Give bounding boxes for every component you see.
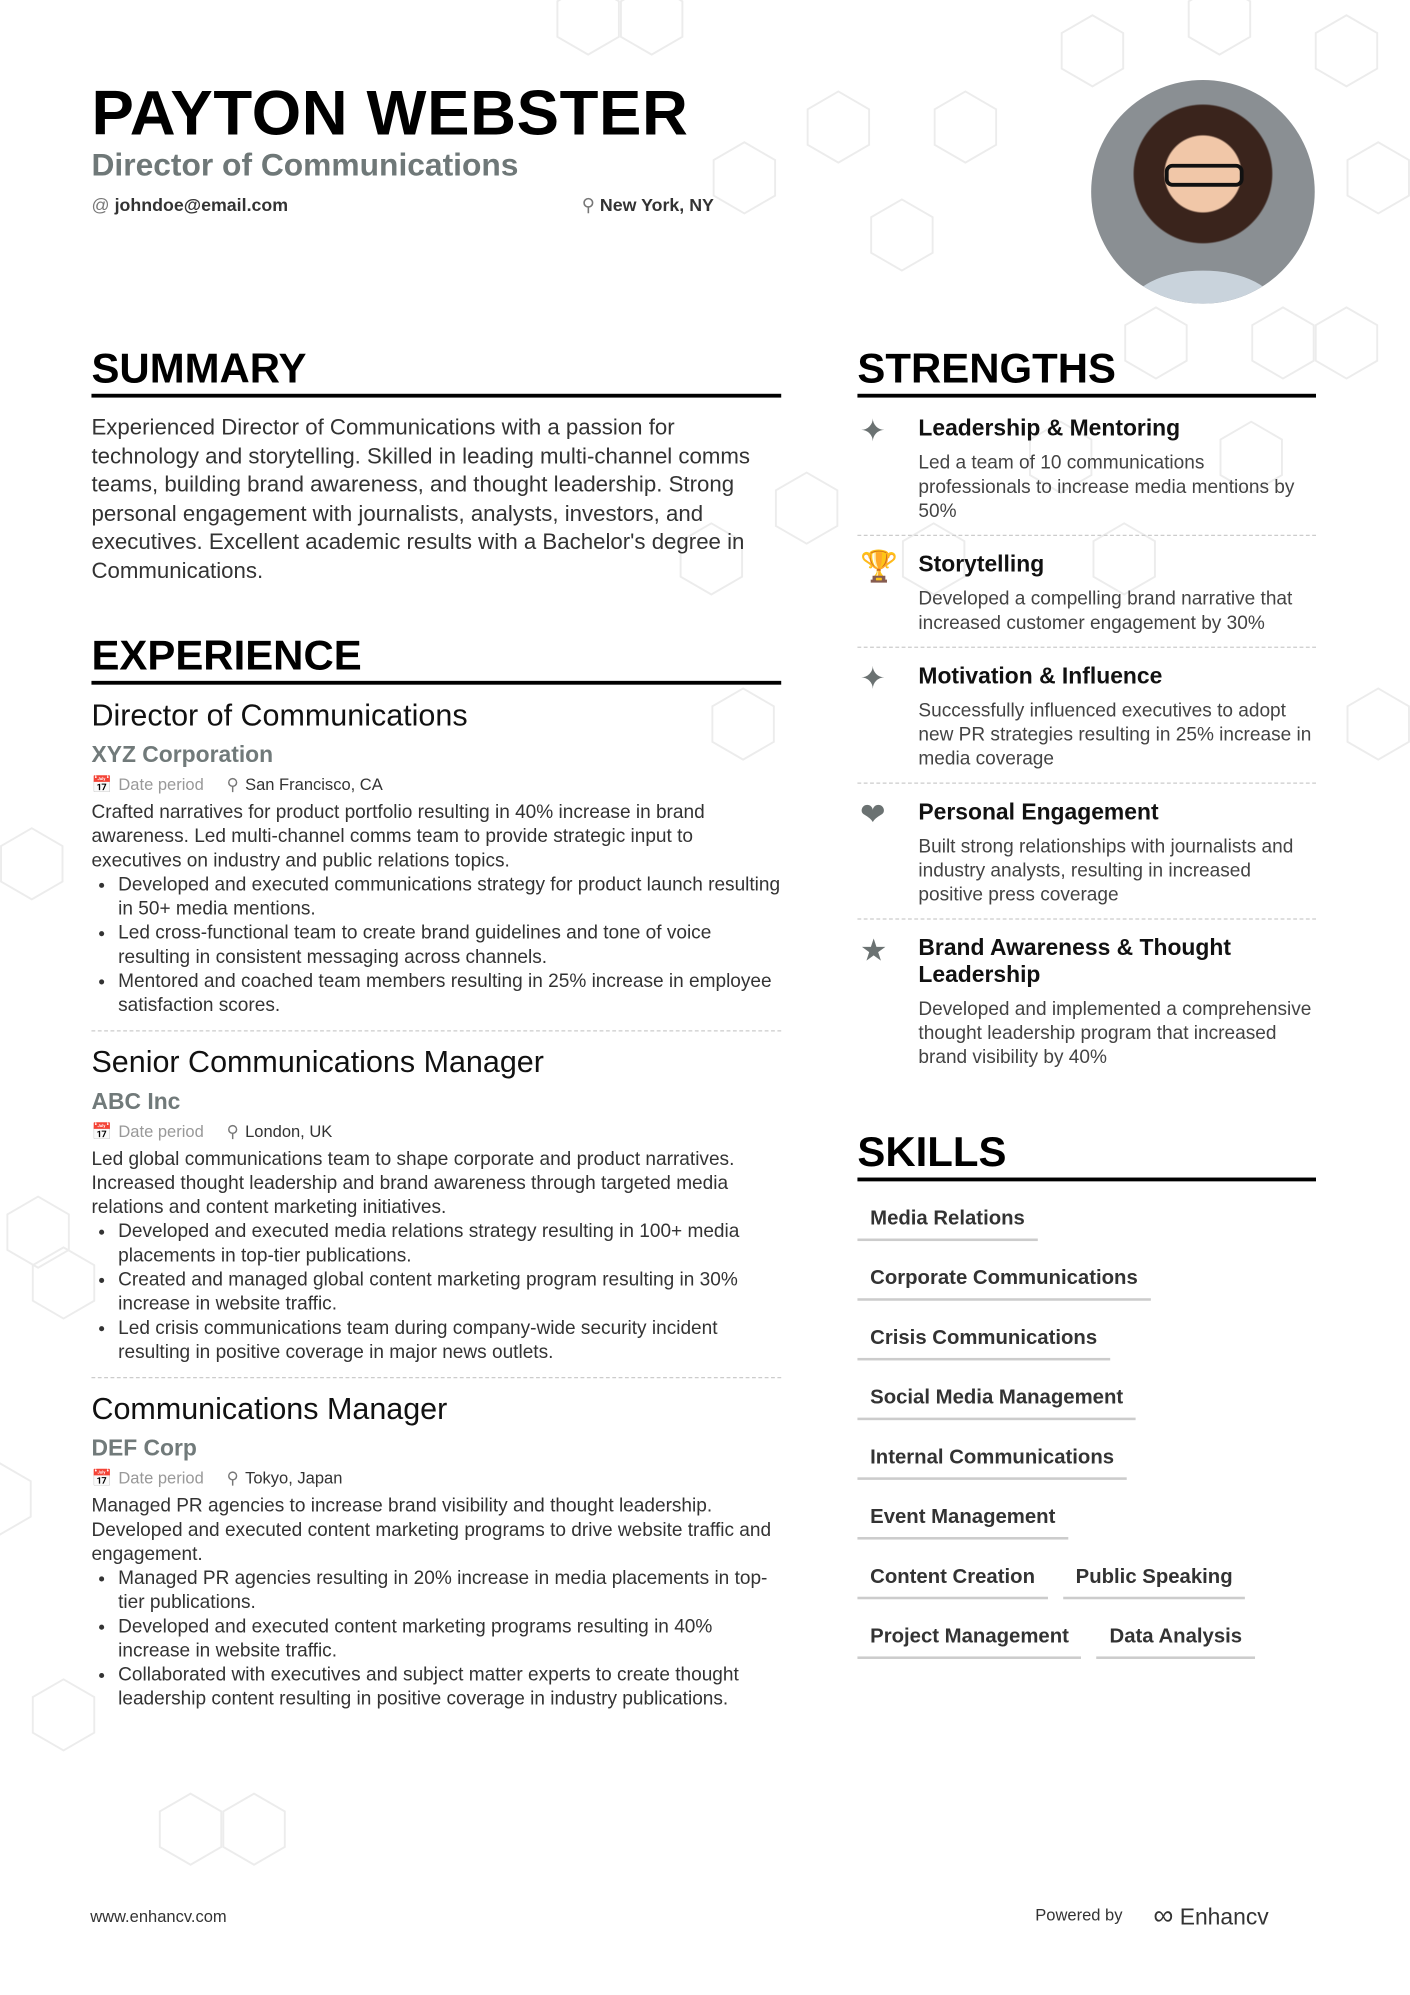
strength-title: Motivation & Influence (918, 663, 1163, 689)
hexagon-shape (776, 473, 837, 544)
magic-wand-icon: ✦ (859, 661, 886, 697)
skill-tag: Event Management (857, 1493, 1068, 1540)
strength-description: Developed a compelling brand narrative that increased customer engagement by 30% (918, 588, 1293, 634)
trophy-icon: 🏆 (859, 550, 898, 585)
company-name: ABC Inc (91, 1088, 181, 1115)
strength-title: Personal Engagement (918, 798, 1159, 825)
strength-item (857, 536, 1316, 648)
strength-description: Led a team of 10 communications professionals to increase media mentions by 50% (918, 452, 1295, 523)
hexagon-shape (1316, 15, 1377, 86)
brand-text: Enhancv (1179, 1904, 1269, 1930)
experience-heading: EXPERIENCE (91, 630, 781, 685)
skill-tag: Internal Communications (857, 1433, 1126, 1480)
job-description: Crafted narratives for product portfolio resulting in 40% increase in brand awareness. Led multi-channel comms team to provide strategic input to executives on industry and public relations topics. (91, 801, 705, 872)
enhancv-logo[interactable] (1153, 1899, 1268, 1932)
magic-wand-icon: ✦ (859, 414, 886, 449)
skill-tag: Content Creation (857, 1552, 1047, 1599)
hexagon-shape (621, 0, 682, 55)
infinity-icon: ∞ (1153, 1899, 1174, 1931)
summary-heading: SUMMARY (91, 343, 781, 398)
skill-tag: Crisis Communications (857, 1313, 1109, 1360)
skill-tag: Social Media Management (857, 1373, 1135, 1420)
job-location: London, UK (245, 1121, 333, 1141)
hexagon-shape (160, 1794, 221, 1865)
summary-text: Experienced Director of Communications with a passion for technology and storytelling. Skilled in leading multi-channel comms teams, building brand awareness, and thought leadership. Strong personal engagement with journalists, analysts, investors, and executives. Excellent academic results with a Bachelor's degree in Communications. (91, 414, 751, 583)
skill-tag: Corporate Communications (857, 1254, 1150, 1301)
job-title: Senior Communications Manager (91, 1045, 544, 1080)
strengths-heading: STRENGTHS (857, 343, 1316, 398)
map-pin-icon: ⚲ (226, 1121, 239, 1141)
job-date: Date period (118, 774, 204, 794)
job-bullet: • Developed and executed media relations strategy resulting in 100+ media placements in top-tier publications. (118, 1219, 781, 1267)
skill-tag: Media Relations (857, 1194, 1037, 1241)
skills-heading: SKILLS (857, 1127, 1316, 1182)
candidate-title: Director of Communications (91, 147, 519, 183)
hexagon-shape (1316, 307, 1377, 378)
hexagon-shape (714, 142, 775, 213)
skill-tag: Project Management (857, 1612, 1081, 1659)
heart-icon: ❤ (859, 797, 886, 833)
map-pin-icon: ⚲ (226, 1468, 239, 1488)
strength-item (857, 398, 1316, 536)
strength-title: Storytelling (918, 551, 1045, 577)
experience-list (91, 685, 781, 1724)
map-pin-icon: ⚲ (581, 194, 595, 215)
job-entry (91, 685, 781, 1032)
job-date: Date period (118, 1468, 204, 1488)
strength-description: Successfully influenced executives to adopt new PR strategies resulting in 25% increase in media coverage (918, 699, 1312, 770)
job-title: Director of Communications (91, 698, 468, 733)
email-text: johndoe@email.com (114, 194, 289, 215)
hexagon-shape (1348, 142, 1409, 213)
job-bullets (91, 1219, 781, 1364)
job-bullet: • Led crisis communications team during company-wide security incident resulting in positive coverage in major news outlets. (118, 1316, 781, 1364)
company-name: XYZ Corporation (91, 741, 274, 768)
star-icon: ★ (859, 933, 888, 968)
job-date: Date period (118, 1121, 204, 1141)
hexagon-shape (1189, 0, 1250, 55)
job-meta (91, 1120, 781, 1143)
email-contact[interactable] (91, 194, 288, 214)
left-column (91, 343, 781, 1724)
job-description: Led global communications team to shape corporate and product narratives. Increased thought leadership and brand awareness through targeted media relations and content marketing initiatives. (91, 1148, 735, 1219)
job-description: Managed PR agencies to increase brand visibility and thought leadership. Developed and executed content marketing programs to drive website traffic and engagement. (91, 1495, 772, 1565)
right-column (857, 343, 1316, 1672)
job-bullet: • Led cross-functional team to create brand guidelines and tone of voice resulting in consistent messaging across channels. (118, 921, 781, 969)
job-entry (91, 1378, 781, 1724)
location-contact (582, 194, 714, 216)
strength-description: Built strong relationships with journalists and industry analysts, resulting in increased positive press coverage (918, 835, 1294, 906)
hexagon-shape (0, 1463, 31, 1534)
powered-by-text: Powered by (1035, 1905, 1123, 1925)
hexagon-shape (33, 1679, 94, 1750)
hexagon-shape (1, 828, 62, 899)
job-bullets (91, 1566, 781, 1711)
hexagon-shape (557, 0, 618, 55)
job-bullet: • Managed PR agencies resulting in 20% increase in media placements in top-tier publications. (118, 1566, 781, 1614)
job-meta (91, 1467, 781, 1490)
hexagon-shape (33, 1247, 94, 1318)
job-location: Tokyo, Japan (245, 1468, 343, 1488)
location-text: New York, NY (599, 194, 714, 215)
hexagon-shape (223, 1794, 284, 1865)
strength-item (857, 648, 1316, 784)
calendar-icon: 📅 (91, 1468, 113, 1488)
hexagon-shape (935, 91, 996, 162)
profile-photo (1091, 80, 1315, 304)
at-icon: @ (91, 194, 110, 215)
strength-item (857, 784, 1316, 920)
strength-description: Developed and implemented a comprehensive thought leadership program that increased brand visibility by 40% (918, 998, 1312, 1069)
job-bullet: • Created and managed global content marketing program resulting in 30% increase in website traffic. (118, 1268, 781, 1316)
skill-tag: Public Speaking (1063, 1552, 1245, 1599)
candidate-name: PAYTON WEBSTER (91, 77, 689, 149)
footer-url[interactable]: www.enhancv.com (90, 1906, 227, 1926)
hexagon-shape (808, 91, 869, 162)
hexagon-shape (1062, 15, 1123, 86)
strength-title: Leadership & Mentoring (918, 415, 1181, 441)
strengths-list (857, 398, 1316, 1081)
job-location: San Francisco, CA (245, 774, 383, 794)
skill-tag: Data Analysis (1097, 1612, 1255, 1659)
hexagon-shape (1348, 688, 1409, 759)
map-pin-icon: ⚲ (226, 774, 239, 794)
job-bullet: • Developed and executed communications strategy for product launch resulting in 50+ media mentions. (118, 873, 781, 921)
skills-list (857, 1194, 1316, 1672)
calendar-icon: 📅 (91, 774, 113, 794)
job-title: Communications Manager (91, 1392, 448, 1427)
company-name: DEF Corp (91, 1435, 197, 1461)
calendar-icon: 📅 (91, 1121, 113, 1141)
strength-item (857, 920, 1316, 1081)
job-bullet: • Collaborated with executives and subject matter experts to create thought leadership content resulting in positive coverage in industry publications. (118, 1663, 781, 1711)
job-bullet: • Developed and executed content marketing programs resulting in 40% increase in website traffic. (118, 1615, 781, 1663)
job-bullets (91, 873, 781, 1018)
job-entry (91, 1031, 781, 1378)
job-bullet: • Mentored and coached team members resulting in 25% increase in employee satisfaction scores. (118, 969, 781, 1017)
strength-title: Brand Awareness & Thought Leadership (918, 934, 1231, 987)
job-meta (91, 774, 781, 797)
hexagon-shape (7, 1197, 68, 1268)
hexagon-shape (871, 199, 932, 270)
